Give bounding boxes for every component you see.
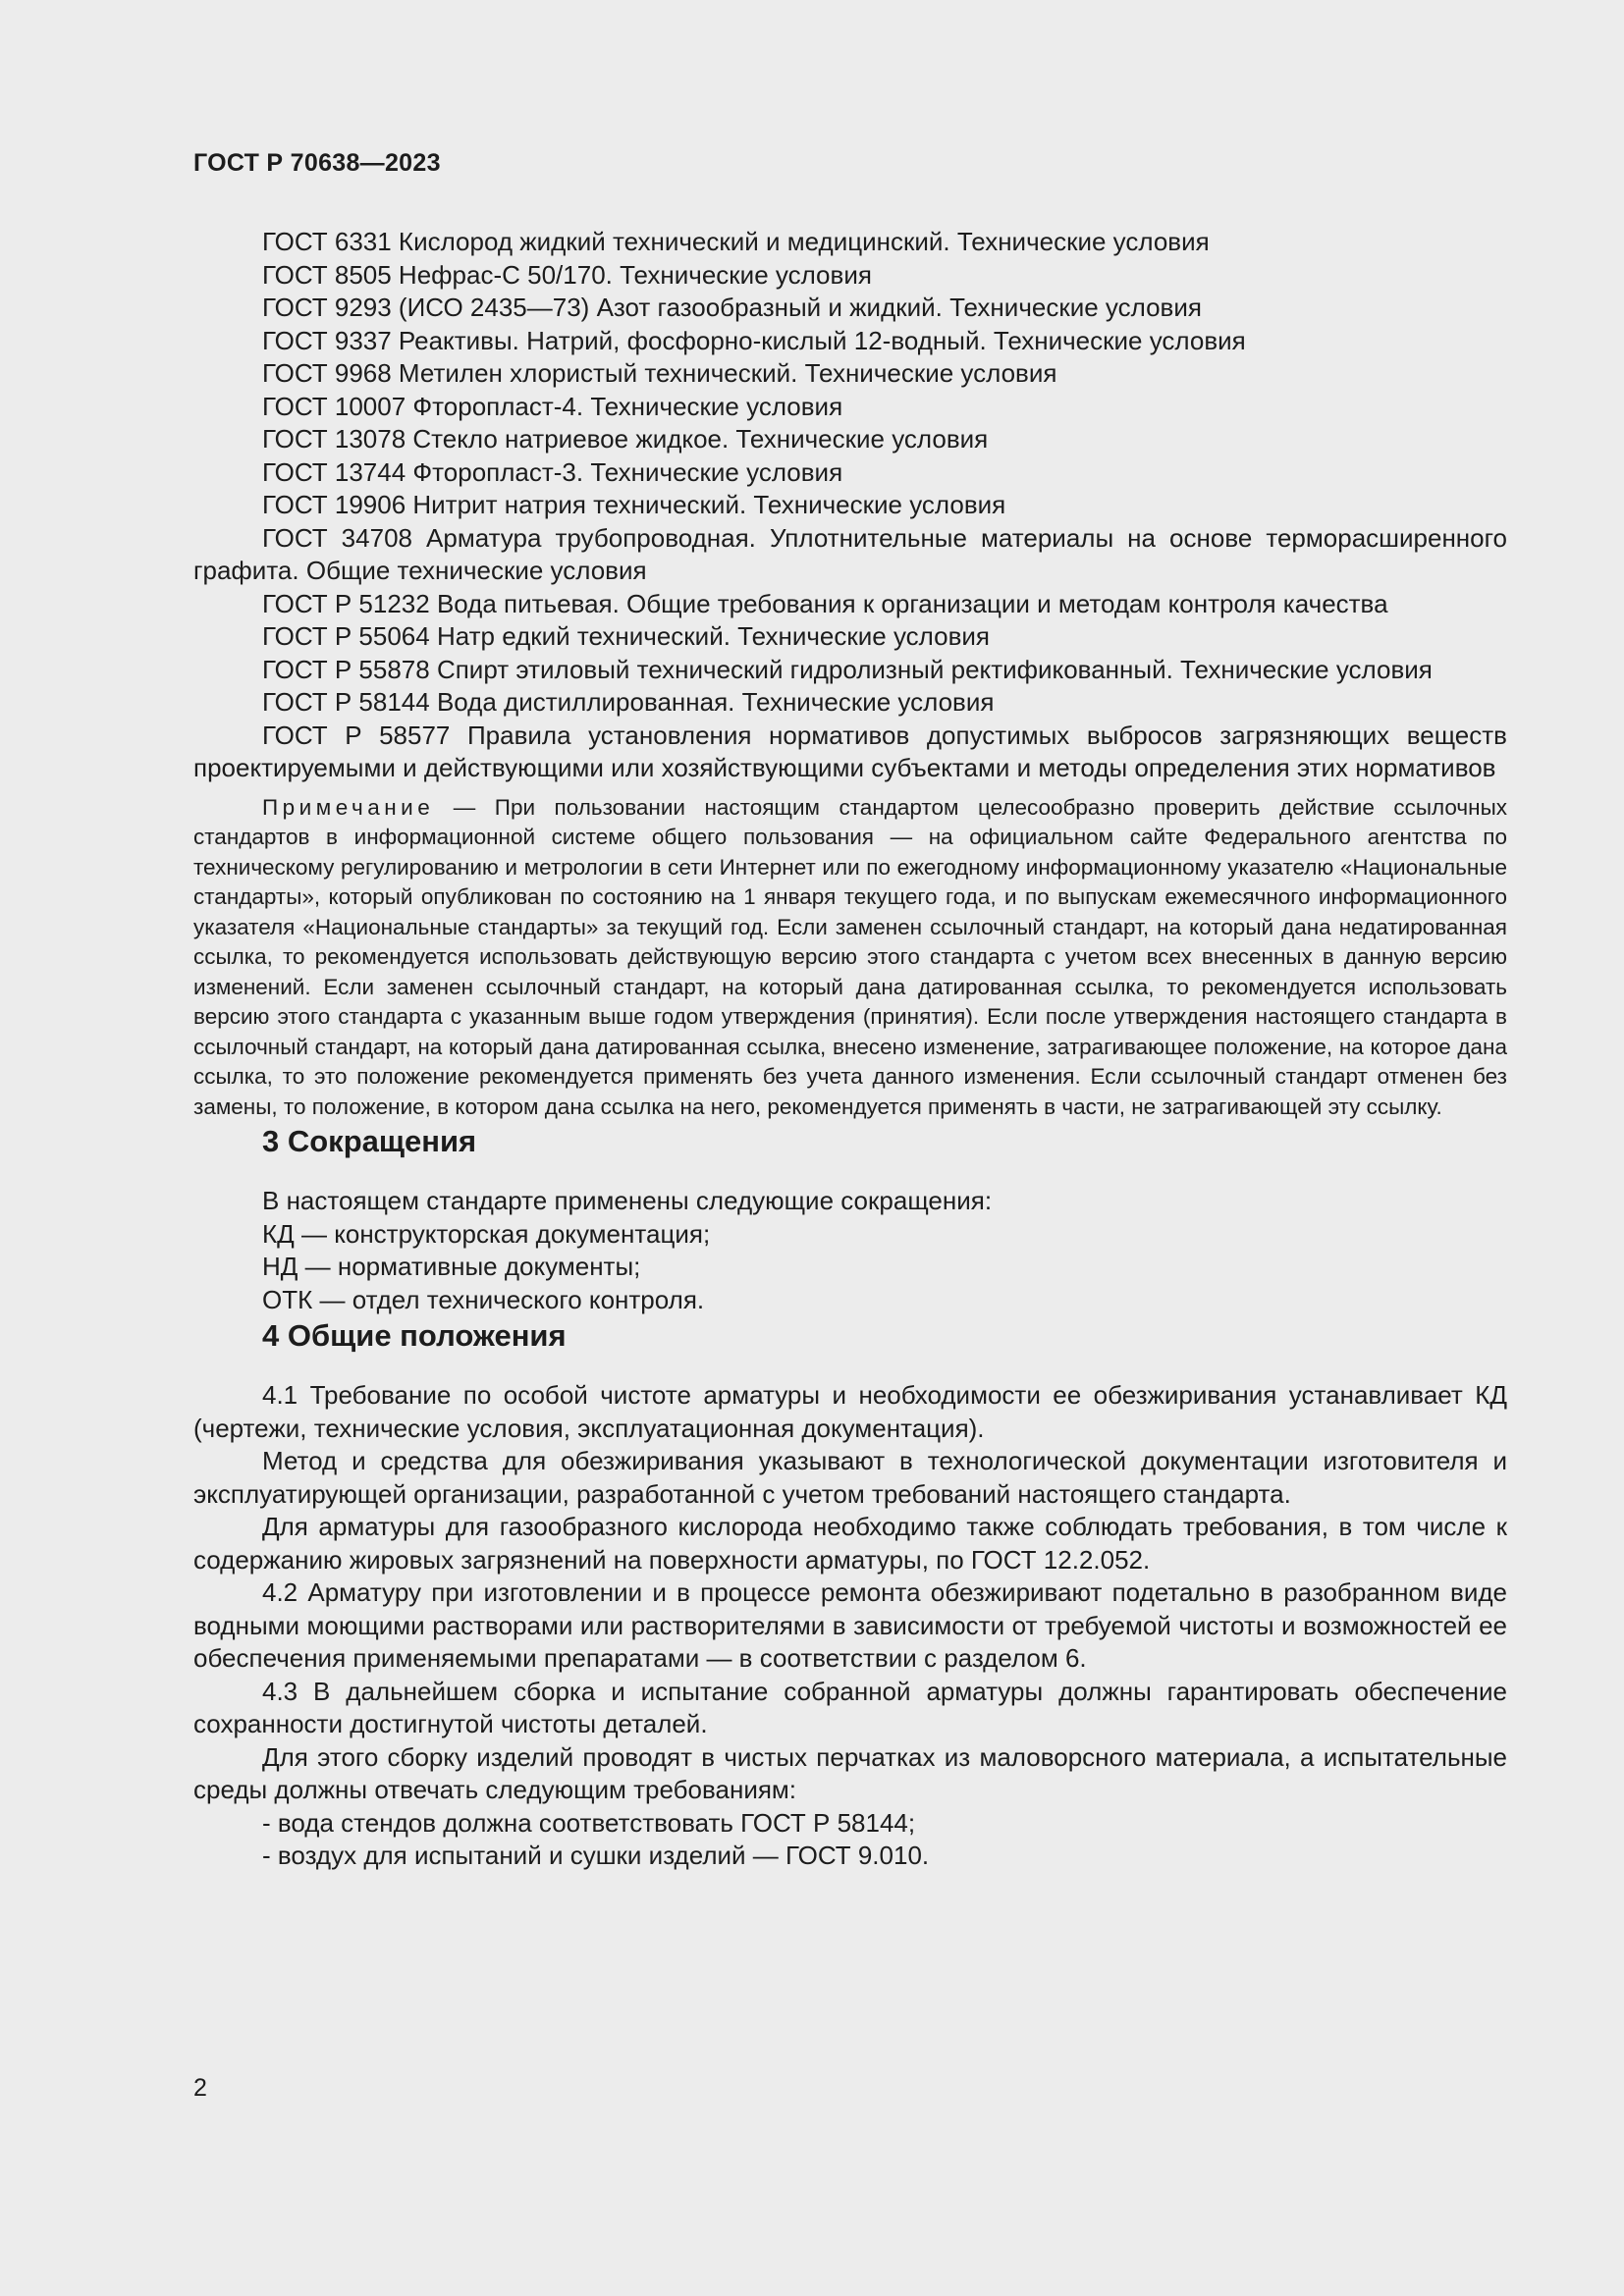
clause-4-1: 4.1 Требование по особой чистоте арматуры и необходимости ее обезжиривания устанавливает КД (чертежи, технические условия, эксплуатационная документация). (193, 1380, 1507, 1443)
reference-item: ГОСТ Р 58144 Вода дистиллированная. Технические условия (262, 687, 995, 717)
abbreviation-item: КД — конструкторская документация; (262, 1218, 711, 1249)
references-list (193, 226, 1507, 785)
clause-4-3: 4.3 В дальнейшем сборка и испытание собранной арматуры должны гарантировать обеспечение сохранности достигнутой чистоты деталей. (193, 1676, 1507, 1738)
note-text: — При пользовании настоящим стандартом целесообразно проверить действие ссылочных стандартов в информационной системе общего пользования — на официальном сайте Федерального агентства по техническому регулированию и метрологии в сети Интернет или по ежегодному информационному указателю «Национальные стандарты», который опубликован по состоянию на 1 января текущего года, и по выпускам ежемесячного информационного указателя «Национальные стандарты» за текущий год. Если заменен ссылочный стандарт, на который дана недатированная ссылка, то рекомендуется использовать действующую версию этого стандарта с учетом всех внесенных в данную версию изменений. Если заменен ссылочный стандарт, на который дана датированная ссылка, то рекомендуется использовать версию этого стандарта с указанным выше годом утверждения (принятия). Если после утверждения настоящего стандарта в ссылочный стандарт, на который дана датированная ссылка, внесено изменение, затрагивающее положение, на которое дана ссылка, то это положение рекомендуется применять без учета данного изменения. Если ссылочный стандарт отменен без замены, то положение, в котором дана ссылка на него, рекомендуется применять в части, не затрагивающей эту ссылку. (193, 794, 1507, 1119)
reference-item: ГОСТ Р 51232 Вода питьевая. Общие требования к организации и методам контроля качества (262, 588, 1388, 618)
list-item: - воздух для испытаний и сушки изделий — ГОСТ 9.010. (262, 1841, 930, 1870)
reference-item: ГОСТ 9968 Метилен хлористый технический. Технические условия (262, 358, 1057, 388)
reference-item: ГОСТ Р 55878 Спирт этиловый технический гидролизный ректификованный. Технические условия (262, 654, 1433, 684)
note-label: Примечание (262, 794, 435, 820)
reference-item: ГОСТ 9337 Реактивы. Натрий, фосфорно-кислый 12-водный. Технические условия (262, 325, 1246, 355)
reference-item: ГОСТ Р 55064 Натр едкий технический. Технические условия (262, 621, 990, 651)
note-paragraph (193, 793, 1507, 1123)
reference-item: ГОСТ 8505 Нефрас-С 50/170. Технические условия (262, 259, 872, 290)
reference-item: ГОСТ 13744 Фторопласт-3. Технические условия (262, 456, 843, 487)
abbreviation-item: НД — нормативные документы; (262, 1252, 641, 1281)
section-3-body (193, 1185, 1507, 1316)
body-paragraph: Для арматуры для газообразного кислорода необходимо также соблюдать требования, в том числе к содержанию жировых загрязнений на поверхности арматуры, по ГОСТ 12.2.052. (193, 1512, 1507, 1575)
reference-item: ГОСТ 10007 Фторопласт-4. Технические условия (262, 391, 843, 421)
reference-item: ГОСТ Р 58577 Правила установления нормативов допустимых выбросов загрязняющих веществ проектируемыми и действующими или хозяйствующими субъектами и методы определения этих нормативов (193, 720, 1507, 782)
section-4-body (193, 1379, 1507, 1873)
section-3-intro: В настоящем стандарте применены следующие сокращения: (262, 1186, 993, 1215)
reference-item: ГОСТ 13078 Стекло натриевое жидкое. Технические условия (262, 424, 989, 454)
clause-4-2: 4.2 Арматуру при изготовлении и в процессе ремонта обезжиривают подетально в разобранном виде водными моющими растворами или растворителями в зависимости от требуемой чистоты и возможностей ее обеспечения применяемыми препаратами — в соответствии с разделом 6. (193, 1577, 1507, 1673)
reference-item: ГОСТ 9293 (ИСО 2435—73) Азот газообразный и жидкий. Технические условия (262, 293, 1202, 322)
document-header: ГОСТ Р 70638—2023 (193, 149, 441, 177)
abbreviation-item: ОТК — отдел технического контроля. (262, 1284, 705, 1314)
reference-item: ГОСТ 34708 Арматура трубопроводная. Уплотнительные материалы на основе терморасширенного графита. Общие технические условия (193, 522, 1507, 585)
reference-item: ГОСТ 6331 Кислород жидкий технический и медицинский. Технические условия (262, 227, 1210, 256)
body-paragraph: Для этого сборку изделий проводят в чистых перчатках из маловорсного материала, а испытательные среды должны отвечать следующим требованиям: (193, 1741, 1507, 1804)
page-number: 2 (193, 2074, 207, 2102)
section-3-title: 3 Сокращения (262, 1124, 477, 1158)
list-item: - вода стендов должна соответствовать ГОСТ Р 58144; (262, 1807, 916, 1838)
body-paragraph: Метод и средства для обезжиривания указывают в технологической документации изготовителя и эксплуатирующей организации, разработанной с учетом требований настоящего стандарта. (193, 1446, 1507, 1509)
page-content (193, 226, 1507, 1873)
section-4-title: 4 Общие положения (262, 1318, 567, 1353)
reference-item: ГОСТ 19906 Нитрит натрия технический. Технические условия (262, 490, 1006, 519)
